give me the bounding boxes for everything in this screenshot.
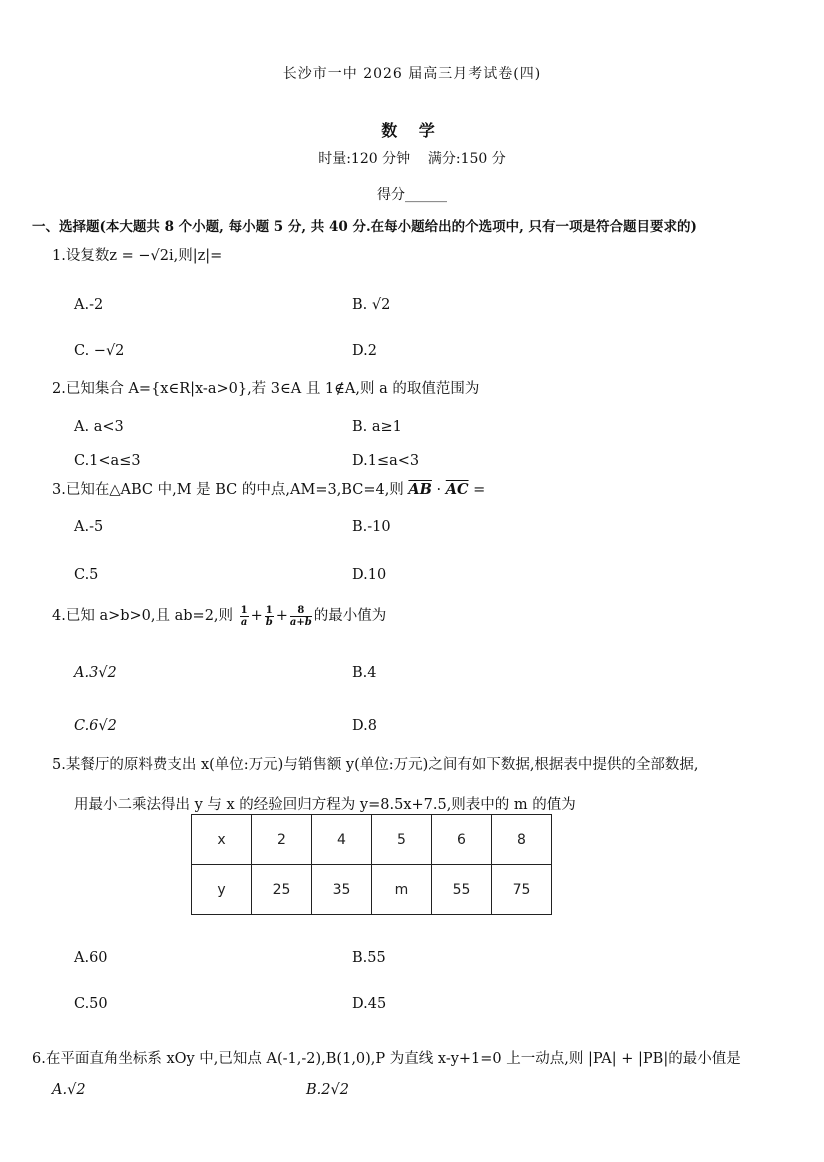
table-cell: 4 (312, 815, 372, 865)
frac2-numerator: 1 (265, 604, 273, 616)
q5-option-d: D.45 (352, 996, 387, 1012)
table-cell: 35 (312, 865, 372, 915)
plus-sign-1: + (250, 608, 263, 624)
q1-option-b: B. √2 (352, 297, 391, 313)
frac1-denominator: a (240, 616, 248, 628)
q3-option-c: C.5 (74, 567, 99, 583)
q2-option-b: B. a≥1 (352, 419, 402, 435)
table-cell: 8 (492, 815, 552, 865)
section-title: 一、选择题(本大题共 8 个小题, 每小题 5 分, 共 40 分.在每小题给出的个选项中, 只有一项是符合题目要求的) (32, 219, 697, 235)
table-cell: 5 (372, 815, 432, 865)
q3-option-b: B.-10 (352, 519, 391, 535)
table-cell: y (192, 865, 252, 915)
q2-option-d: D.1≤a<3 (352, 453, 420, 469)
q3-option-d: D.10 (352, 567, 387, 583)
time-and-score: 时量:120 分钟 满分:150 分 (318, 151, 506, 167)
question-1-stem: 1.设复数z = −√2i,则|z|= (52, 248, 223, 264)
subject-title: 数 学 (381, 121, 443, 140)
dot-operator: · (431, 482, 446, 498)
question-2-stem: 2.已知集合 A={x∈R|x-a>0},若 3∈A 且 1∉A,则 a 的取值范围为 (52, 381, 480, 397)
q1-option-c: C. −√2 (74, 343, 125, 359)
q4-stem-prefix: 4.已知 a>b>0,且 ab=2,则 (52, 608, 234, 624)
question-5-stem-line1: 5.某餐厅的原料费支出 x(单位:万元)与销售额 y(单位:万元)之间有如下数据,根据表中提供的全部数据, (52, 757, 699, 773)
exam-title: 长沙市一中 2026 届高三月考试卷(四) (282, 66, 542, 82)
table-cell: 75 (492, 865, 552, 915)
q4-option-d: D.8 (352, 718, 377, 734)
q4-option-c: C.6√2 (74, 718, 117, 734)
table-cell: 55 (432, 865, 492, 915)
q5-option-a: A.60 (74, 950, 108, 966)
q6-option-a: A.√2 (52, 1082, 86, 1098)
table-cell: 25 (252, 865, 312, 915)
question-5-stem-line2: 用最小二乘法得出 y 与 x 的经验回归方程为 y=8.5x+7.5,则表中的 m 的值为 (74, 797, 576, 813)
q1-option-d: D.2 (352, 343, 377, 359)
q5-option-b: B.55 (352, 950, 386, 966)
table-cell: x (192, 815, 252, 865)
question-4-stem (52, 603, 386, 629)
fraction-1-over-b (265, 605, 274, 628)
q2-option-c: C.1<a≤3 (74, 453, 141, 469)
q3-stem-suffix: = (468, 482, 486, 498)
frac1-numerator: 1 (240, 604, 248, 616)
q3-option-a: A.-5 (74, 519, 104, 535)
table-cell: 2 (252, 815, 312, 865)
table-row-y (192, 865, 552, 915)
score-line: 得分______ (377, 187, 447, 203)
frac3-denominator: a+b (289, 616, 312, 628)
q4-option-a: A.3√2 (74, 665, 117, 681)
q3-stem-prefix: 3.已知在△ABC 中,M 是 BC 的中点,AM=3,BC=4,则 (52, 482, 409, 498)
q4-stem-suffix: 的最小值为 (313, 608, 387, 624)
q1-option-a: A.-2 (74, 297, 104, 313)
vector-ac: $\overline{AC}$ (445, 481, 469, 498)
q5-option-c: C.50 (74, 996, 108, 1012)
table-cell: 6 (432, 815, 492, 865)
table-cell: m (372, 865, 432, 915)
frac3-numerator: 8 (290, 605, 312, 617)
fraction-8-over-a-plus-b (290, 605, 312, 628)
plus-sign-2: + (275, 608, 288, 624)
q2-option-a: A. a<3 (74, 419, 124, 435)
q4-option-b: B.4 (352, 665, 377, 681)
data-table (191, 814, 552, 915)
vector-ab: $\overline{AB}$ (408, 481, 432, 498)
fraction-1-over-a (240, 605, 249, 628)
frac2-denominator: b (265, 616, 273, 628)
question-6-stem: 6.在平面直角坐标系 xOy 中,已知点 A(-1,-2),B(1,0),P 为直线 x-y+1=0 上一动点,则 |PA| + |PB|的最小值是 (32, 1051, 741, 1067)
q6-option-b: B.2√2 (306, 1082, 349, 1098)
table-row-x (192, 815, 552, 865)
question-3-stem (52, 481, 485, 499)
